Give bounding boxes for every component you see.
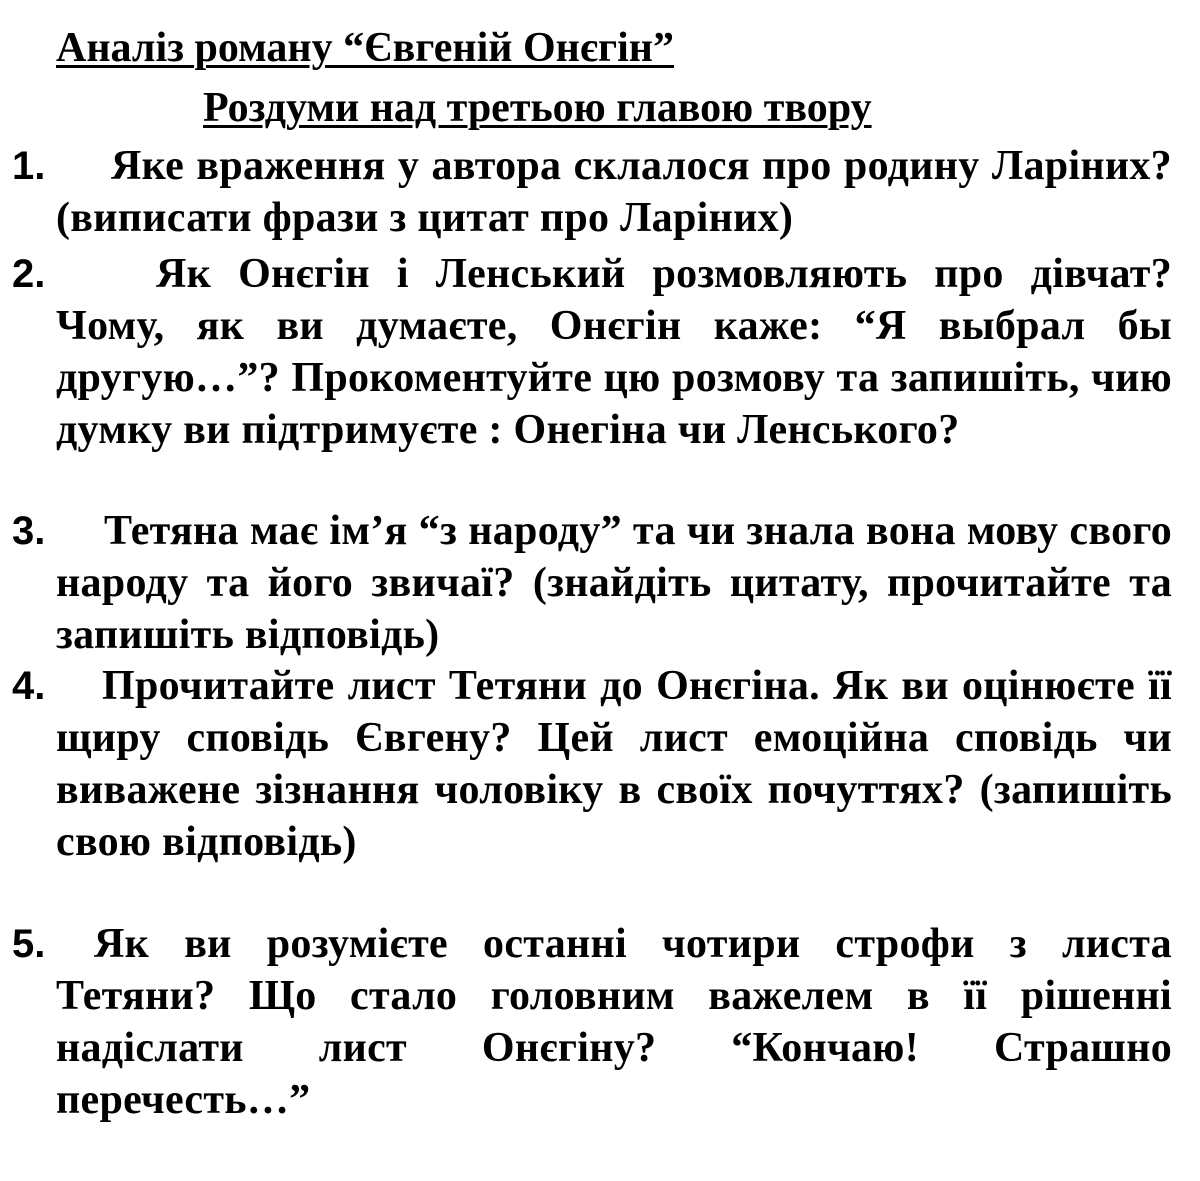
question-number: 2. bbox=[12, 252, 46, 296]
question-number: 3. bbox=[12, 509, 46, 553]
question-number: 1. bbox=[12, 144, 46, 188]
question-number: 5. bbox=[12, 922, 46, 966]
document-subtitle: Роздуми над третьою главою твору bbox=[203, 85, 872, 131]
document-title: Аналіз роману “Євгеній Онєгін” bbox=[56, 25, 674, 71]
question-text: Як Онєгін і Ленський розмовляють про дівчат? Чому, як ви думаєте, Онєгін каже: “Я выбрал бы другую…”? Прокоментуйте цю розмову та запишіть, чию думку ви підтримуєте : Онегіна чи Ленського? bbox=[56, 251, 1172, 453]
question-text: Прочитайте лист Тетяни до Онєгіна. Як ви оцінюєте її щиру сповідь Євгену? Цей лист емоційна сповідь чи виважене зізнання чоловіку в своїх почуттях? (запишіть свою відповідь) bbox=[56, 663, 1172, 865]
question-text: Яке враження у автора склалося про родину Ларіних? (виписати фрази з цитат про Ларіних) bbox=[56, 143, 1172, 241]
question-text: Тетяна має ім’я “з народу” та чи знала вона мову свого народу та його звичаї? (знайдіть цитату, прочитайте та запишіть відповідь) bbox=[56, 508, 1172, 658]
question-text: Як ви розумієте останні чотири строфи з листа Тетяни? Що стало головним важелем в її рішенні надіслати лист Онєгіну? “Кончаю! Страшно перечесть…” bbox=[56, 921, 1172, 1123]
question-number: 4. bbox=[12, 664, 46, 708]
